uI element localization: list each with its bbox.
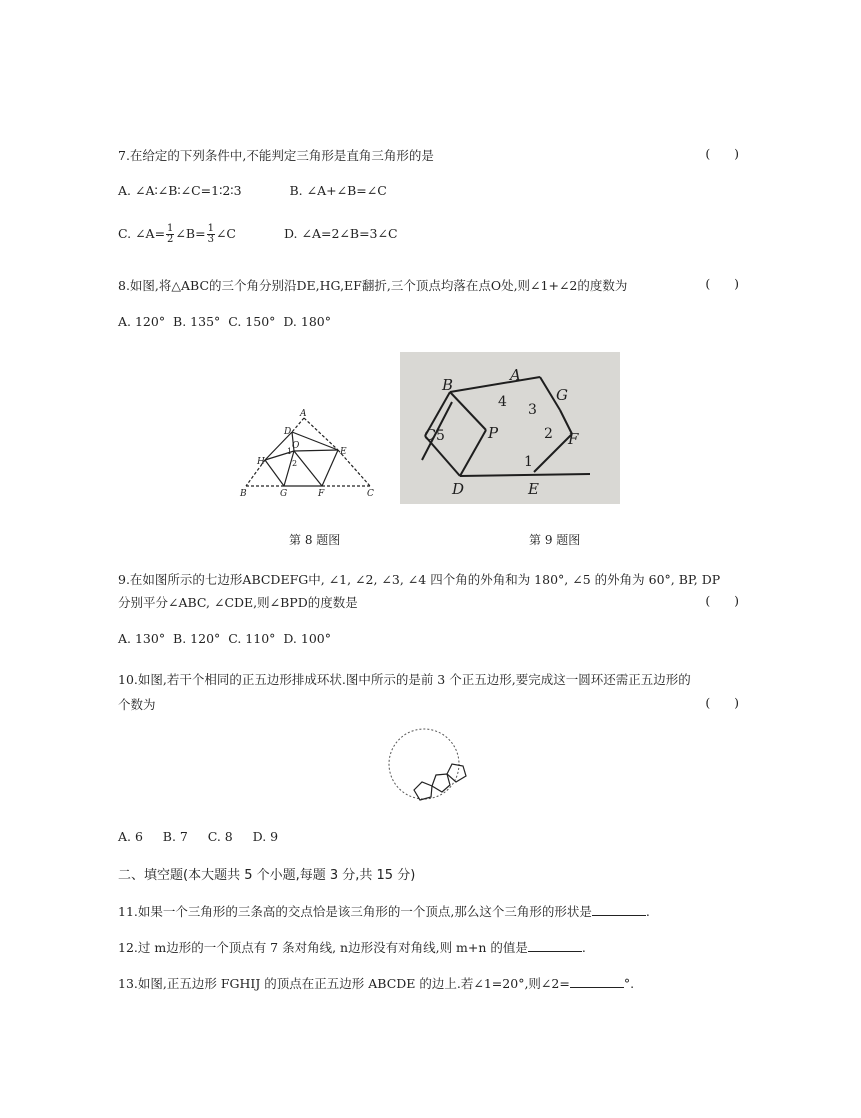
q10-options: A. 6 B. 7 C. 8 D. 9 (118, 829, 279, 844)
fig9-angle-3: 3 (528, 402, 537, 418)
fig8-angle-2: 2 (292, 459, 298, 468)
fig9-label-d: D (452, 480, 465, 498)
figure-8-triangle-fold (236, 408, 386, 500)
q7-answer-paren: ( ) (705, 146, 739, 161)
figure-9-caption: 第 9 题图 (529, 533, 581, 547)
fig8-label-e: E (340, 447, 347, 457)
q10-answer-paren: ( ) (705, 695, 739, 710)
q8-answer-paren: ( ) (705, 276, 739, 291)
fraction-third: $\frac{1}{3}$ (207, 223, 214, 245)
q9-stem-line1: 9.在如图所示的七边形ABCDEFG中, ∠1, ∠2, ∠3, ∠4 四个角的外角和为 180°, ∠5 的外角为 60°, BP, DP (118, 572, 721, 587)
fig8-label-h: H (257, 457, 265, 467)
fig9-label-a: A (510, 366, 521, 384)
q9-options: A. 130° B. 120° C. 110° D. 100° (118, 631, 331, 646)
q7-option-d: D. ∠A=2∠B=3∠C (283, 226, 398, 241)
fig9-angle-2: 2 (544, 426, 553, 442)
figure-10-pentagon-ring (386, 726, 476, 806)
fig9-label-e: E (528, 480, 539, 498)
fig8-label-o: O (292, 441, 300, 451)
q13-answer-blank[interactable] (570, 975, 624, 988)
fig9-angle-5: 5 (436, 428, 445, 444)
q10-stem-line1: 10.如图,若干个相同的正五边形排成环状.图中所示的是前 3 个正五边形,要完成这一圆环还需正五边形的 (118, 672, 691, 687)
q9-answer-paren: ( ) (705, 593, 739, 608)
fig8-label-d: D (284, 427, 292, 437)
fig8-label-g: G (280, 489, 288, 499)
q7-option-a: A. ∠A∶∠B∶∠C=1∶2∶3 (118, 183, 242, 198)
fig8-label-c: C (367, 489, 374, 499)
q8-stem: 8.如图,将△ABC的三个角分别沿DE,HG,EF翻折,三个顶点均落在点O处,则∠1+∠2的度数为 (118, 278, 628, 293)
fig9-angle-4: 4 (498, 394, 507, 410)
q8-options: A. 120° B. 135° C. 150° D. 180° (118, 314, 331, 329)
q7-option-c: C. ∠A= $\frac{1}{2}$ ∠B= $\frac{1}{3}$ ∠C (118, 223, 236, 245)
fraction-half: $\frac{1}{2}$ (167, 223, 174, 245)
fig9-label-f: F (568, 430, 579, 448)
section-2-title: 二、填空题(本大题共 5 个小题,每题 3 分,共 15 分) (118, 868, 416, 883)
q12: 12.过 m边形的一个顶点有 7 条对角线, n边形没有对角线,则 m+n 的值是 . (118, 940, 586, 955)
fig8-label-b: B (240, 489, 247, 499)
fig9-label-p: P (488, 424, 499, 442)
q12-answer-blank[interactable] (528, 939, 582, 952)
q13: 13.如图,正五边形 FGHIJ 的顶点在正五边形 ABCDE 的边上.若∠1=20°,则∠2= °. (118, 976, 635, 991)
fig9-label-b: B (442, 376, 454, 394)
fig9-label-g: G (556, 386, 568, 404)
q11-answer-blank[interactable] (592, 903, 646, 916)
q11: 11.如果一个三角形的三条高的交点恰是该三角形的一个顶点,那么这个三角形的形状是 . (118, 904, 650, 919)
fig9-label-c: C (424, 426, 436, 444)
fig8-label-f: F (318, 489, 325, 499)
q9-stem-line2: 分别平分∠ABC, ∠CDE,则∠BPD的度数是 (118, 595, 358, 610)
q7-stem: 7.在给定的下列条件中,不能判定三角形是直角三角形的是 (118, 148, 434, 163)
q7-options-row1 (118, 183, 387, 198)
q7-options-row2 (118, 224, 398, 245)
fig8-angle-1: 1 (287, 447, 293, 456)
q7-option-b: B. ∠A+∠B=∠C (289, 183, 387, 198)
fig9-angle-1: 1 (524, 454, 533, 470)
fig8-label-a: A (300, 409, 307, 419)
figure-9-heptagon (400, 352, 620, 504)
q10-stem-line2: 个数为 (118, 697, 156, 712)
figure-8-caption: 第 8 题图 (289, 533, 341, 547)
